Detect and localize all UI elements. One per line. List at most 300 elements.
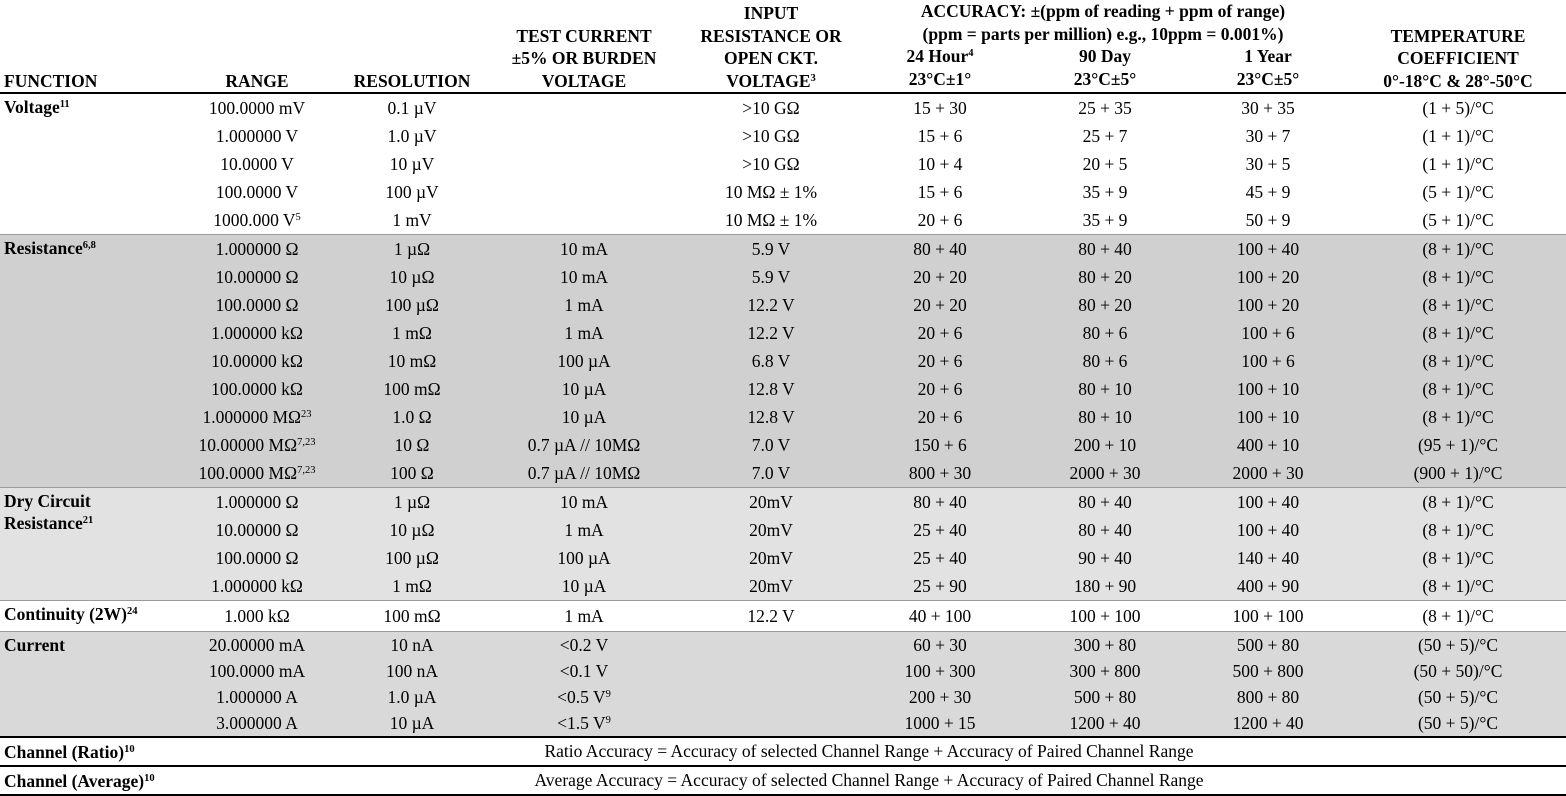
input-resistance-cell: 20mV [686, 516, 856, 544]
temperature-coefficient-cell: (50 + 5)/°C [1350, 684, 1566, 710]
accuracy-24h-cell: 100 + 300 [856, 658, 1024, 684]
current-row [0, 632, 1566, 659]
range-cell [172, 403, 342, 431]
input-resistance-cell [686, 658, 856, 684]
accuracy-1y-cell: 100 + 20 [1186, 263, 1350, 291]
input-footnote: 3 [810, 72, 816, 84]
accuracy-90d-cell: 80 + 40 [1024, 235, 1186, 264]
test-current-cell [482, 516, 686, 544]
input-resistance-cell: 20mV [686, 488, 856, 517]
test-current-footnote: 9 [605, 688, 611, 700]
test-current-cell [482, 375, 686, 403]
accuracy-1y-cell: 800 + 80 [1186, 684, 1350, 710]
accuracy-1y-cell: 50 + 9 [1186, 206, 1350, 235]
temperature-coefficient-cell: (1 + 5)/°C [1350, 93, 1566, 122]
accuracy-1y-cell: 100 + 10 [1186, 403, 1350, 431]
acc90-line-2: 23°C±5° [1073, 68, 1137, 89]
current-row [0, 684, 1566, 710]
test-current-cell [482, 459, 686, 488]
test-current-cell [482, 572, 686, 601]
accuracy-24h-cell: 25 + 40 [856, 544, 1024, 572]
resolution-cell: 10 µV [342, 150, 482, 178]
accuracy-1y-cell: 2000 + 30 [1186, 459, 1350, 488]
temperature-coefficient-cell: (8 + 1)/°C [1350, 516, 1566, 544]
dry-function-cell [0, 488, 172, 601]
acc24-line-2: 23°C±1° [908, 68, 972, 89]
resolution-cell: 1 mΩ [342, 319, 482, 347]
resolution-cell: 1 µΩ [342, 235, 482, 264]
accuracy-90d-cell: 180 + 90 [1024, 572, 1186, 601]
input-resistance-cell: 10 MΩ ± 1% [686, 206, 856, 235]
accuracy-1y-cell: 100 + 100 [1186, 601, 1350, 632]
accuracy-1y-cell: 140 + 40 [1186, 544, 1350, 572]
channel-average-row [0, 766, 1566, 795]
continuity-function-cell [0, 601, 172, 632]
range-cell [172, 178, 342, 206]
range-text: 1.000000 Ω [215, 491, 299, 512]
range-text: 1000.000 V [213, 209, 296, 230]
temperature-coefficient-cell: (95 + 1)/°C [1350, 431, 1566, 459]
accuracy-1y-cell: 100 + 6 [1186, 347, 1350, 375]
input-resistance-cell: 12.2 V [686, 291, 856, 319]
temperature-coefficient-cell: (1 + 1)/°C [1350, 150, 1566, 178]
test-current-text: 10 µA [561, 378, 607, 399]
test-current-cell [482, 178, 686, 206]
acc24-footnote: 4 [968, 48, 974, 59]
accuracy-90d-cell: 80 + 10 [1024, 403, 1186, 431]
accuracy-90d-cell: 80 + 20 [1024, 263, 1186, 291]
input-line-1: INPUT [743, 3, 799, 23]
range-cell [172, 291, 342, 319]
range-text: 100.0000 V [215, 181, 299, 202]
test-current-text: 10 µA [561, 406, 607, 427]
test-current-text: 100 µA [557, 350, 611, 371]
current-row [0, 658, 1566, 684]
range-cell [172, 459, 342, 488]
temp-line-2: COEFFICIENT [1397, 48, 1519, 68]
input-resistance-cell: 12.8 V [686, 403, 856, 431]
resolution-cell: 0.1 µV [342, 93, 482, 122]
accuracy-1y-cell: 500 + 80 [1186, 632, 1350, 659]
accuracy-90d-cell: 35 + 9 [1024, 178, 1186, 206]
test-current-footnote: 9 [605, 714, 611, 726]
resolution-cell: 100 nA [342, 658, 482, 684]
input-resistance-cell: 12.2 V [686, 319, 856, 347]
temperature-coefficient-cell: (8 + 1)/°C [1350, 403, 1566, 431]
range-footnote: 5 [295, 211, 301, 223]
accuracy-1-year-header [1186, 45, 1350, 93]
accuracy-1y-cell: 30 + 7 [1186, 122, 1350, 150]
input-resistance-cell [686, 710, 856, 737]
input-resistance-cell [686, 632, 856, 659]
input-resistance-cell: 7.0 V [686, 459, 856, 488]
range-cell [172, 601, 342, 632]
test-current-cell [482, 403, 686, 431]
range-text: 100.0000 mA [208, 660, 306, 681]
accuracy-90d-cell: 25 + 35 [1024, 93, 1186, 122]
range-cell [172, 684, 342, 710]
accuracy-1y-cell: 100 + 6 [1186, 319, 1350, 347]
accuracy-90d-cell: 300 + 800 [1024, 658, 1186, 684]
range-text: 100.0000 Ω [215, 547, 299, 568]
range-cell [172, 516, 342, 544]
temp-line-3: 0°-18°C & 28°-50°C [1383, 70, 1533, 91]
accuracy-90d-cell: 500 + 80 [1024, 684, 1186, 710]
range-cell [172, 235, 342, 264]
temp-line-1: TEMPERATURE [1390, 25, 1526, 46]
temperature-coefficient-cell: (50 + 5)/°C [1350, 632, 1566, 659]
accuracy-24h-cell: 80 + 40 [856, 488, 1024, 517]
test-current-cell [482, 488, 686, 517]
resolution-cell: 100 mΩ [342, 601, 482, 632]
test-current-line-2: ±5% OR BURDEN [511, 48, 657, 68]
accuracy-24h-cell: 25 + 40 [856, 516, 1024, 544]
input-resistance-cell: 20mV [686, 572, 856, 601]
current-function-cell [0, 632, 172, 738]
temperature-coefficient-cell: (8 + 1)/°C [1350, 319, 1566, 347]
range-cell [172, 544, 342, 572]
range-footnote: 7,23 [297, 436, 316, 448]
input-resistance-cell [686, 684, 856, 710]
test-current-cell [482, 263, 686, 291]
test-current-text: 0.7 µA // 10MΩ [527, 434, 641, 455]
resolution-cell: 1.0 µA [342, 684, 482, 710]
resistance-label: Resistance [4, 238, 83, 258]
accuracy-1y-cell: 500 + 800 [1186, 658, 1350, 684]
input-line-2: RESISTANCE OR [700, 25, 842, 46]
range-footnote: 7,23 [297, 464, 316, 476]
channel-average-note: Average Accuracy = Accuracy of selected Channel Range + Accuracy of Paired Channel Range [172, 766, 1566, 795]
temperature-coefficient-cell: (50 + 50)/°C [1350, 658, 1566, 684]
accuracy-24h-cell: 60 + 30 [856, 632, 1024, 659]
range-text: 1.000000 kΩ [211, 575, 303, 596]
test-current-text: 1 mA [564, 322, 604, 343]
accuracy-1y-cell: 400 + 10 [1186, 431, 1350, 459]
resistance-row [0, 459, 1566, 488]
test-current-text: 1 mA [564, 294, 604, 315]
accuracy-24h-cell: 15 + 30 [856, 93, 1024, 122]
temperature-coefficient-cell: (50 + 5)/°C [1350, 710, 1566, 737]
accuracy-90d-cell: 80 + 6 [1024, 347, 1186, 375]
accuracy-24h-cell: 200 + 30 [856, 684, 1024, 710]
range-cell [172, 488, 342, 517]
accuracy-1y-cell: 100 + 20 [1186, 291, 1350, 319]
resistance-row [0, 403, 1566, 431]
channel-average-function-cell [0, 766, 172, 795]
resolution-cell: 1 µΩ [342, 488, 482, 517]
range-text: 1.000 kΩ [224, 605, 290, 626]
dry-row [0, 544, 1566, 572]
test-current-text: 10 µA [561, 575, 607, 596]
accuracy-1y-cell: 30 + 35 [1186, 93, 1350, 122]
spec-body [0, 93, 1566, 795]
voltage-row [0, 150, 1566, 178]
test-current-cell [482, 431, 686, 459]
accuracy-24h-cell: 10 + 4 [856, 150, 1024, 178]
function-header: FUNCTION [0, 0, 172, 93]
test-current-cell [482, 93, 686, 122]
test-current-cell [482, 684, 686, 710]
resolution-cell: 1.0 Ω [342, 403, 482, 431]
resistance-footnote: 6,8 [82, 240, 96, 251]
temperature-coefficient-header [1350, 0, 1566, 93]
resolution-cell: 10 µA [342, 710, 482, 737]
test-current-text: <0.2 V [559, 634, 609, 655]
acc1y-line-2: 23°C±5° [1236, 68, 1300, 89]
test-current-cell [482, 601, 686, 632]
accuracy-header [856, 0, 1350, 45]
range-text: 1.000000 MΩ [202, 406, 302, 427]
temperature-coefficient-cell: (8 + 1)/°C [1350, 544, 1566, 572]
range-cell [172, 658, 342, 684]
input-line-3: OPEN CKT. [724, 48, 818, 68]
range-text: 1.000000 kΩ [211, 322, 303, 343]
accuracy-24h-cell: 80 + 40 [856, 235, 1024, 264]
temperature-coefficient-cell: (900 + 1)/°C [1350, 459, 1566, 488]
accuracy-90d-cell: 80 + 40 [1024, 516, 1186, 544]
accuracy-1y-cell: 100 + 40 [1186, 235, 1350, 264]
range-text: 100.0000 mV [208, 97, 306, 118]
accuracy-90d-cell: 80 + 40 [1024, 488, 1186, 517]
temperature-coefficient-cell: (5 + 1)/°C [1350, 206, 1566, 235]
acc24-line-1: 24 Hour [906, 46, 969, 66]
test-current-cell [482, 122, 686, 150]
accuracy-line-2: (ppm = parts per million) e.g., 10ppm = 0.001%) [922, 23, 1284, 44]
resolution-cell: 100 µΩ [342, 291, 482, 319]
accuracy-24h-cell: 20 + 6 [856, 319, 1024, 347]
resolution-cell: 10 nA [342, 632, 482, 659]
accuracy-90d-cell: 25 + 7 [1024, 122, 1186, 150]
accuracy-24h-cell: 150 + 6 [856, 431, 1024, 459]
range-cell [172, 572, 342, 601]
range-text: 10.0000 V [220, 153, 294, 174]
accuracy-1y-cell: 45 + 9 [1186, 178, 1350, 206]
accuracy-24h-cell: 15 + 6 [856, 122, 1024, 150]
accuracy-24h-cell: 20 + 6 [856, 375, 1024, 403]
input-resistance-cell: 20mV [686, 544, 856, 572]
temperature-coefficient-cell: (8 + 1)/°C [1350, 488, 1566, 517]
accuracy-24-hour-header [856, 45, 1024, 93]
range-text: 20.00000 mA [208, 634, 306, 655]
voltage-label: Voltage [4, 97, 60, 117]
range-cell [172, 122, 342, 150]
resolution-cell: 100 µV [342, 178, 482, 206]
test-current-cell [482, 206, 686, 235]
resolution-cell: 1 mΩ [342, 572, 482, 601]
accuracy-line-1: ACCURACY: ±(ppm of reading + ppm of range) [920, 1, 1286, 21]
accuracy-1y-cell: 100 + 40 [1186, 488, 1350, 517]
temperature-coefficient-cell: (1 + 1)/°C [1350, 122, 1566, 150]
test-current-text: <1.5 V [557, 712, 606, 733]
range-cell [172, 710, 342, 737]
channel-ratio-footnote: 10 [124, 743, 135, 755]
accuracy-24h-cell: 20 + 6 [856, 403, 1024, 431]
test-current-cell [482, 544, 686, 572]
voltage-function-cell [0, 93, 172, 235]
channel-average-footnote: 10 [144, 772, 155, 784]
temperature-coefficient-cell: (5 + 1)/°C [1350, 178, 1566, 206]
range-footnote: 23 [301, 408, 312, 420]
range-text: 10.00000 MΩ [198, 434, 298, 455]
temperature-coefficient-cell: (8 + 1)/°C [1350, 291, 1566, 319]
accuracy-1y-cell: 1200 + 40 [1186, 710, 1350, 737]
resolution-header: RESOLUTION [342, 0, 482, 93]
input-resistance-cell: 7.0 V [686, 431, 856, 459]
accuracy-90d-cell: 20 + 5 [1024, 150, 1186, 178]
dry-row [0, 516, 1566, 544]
resolution-cell: 1 mV [342, 206, 482, 235]
test-current-cell [482, 632, 686, 659]
input-resistance-cell: 10 MΩ ± 1% [686, 178, 856, 206]
accuracy-1y-cell: 30 + 5 [1186, 150, 1350, 178]
accuracy-90d-cell: 100 + 100 [1024, 601, 1186, 632]
resistance-row [0, 235, 1566, 264]
accuracy-90d-cell: 300 + 80 [1024, 632, 1186, 659]
test-current-text: <0.5 V [557, 686, 606, 707]
test-current-cell [482, 319, 686, 347]
dry-row [0, 572, 1566, 601]
accuracy-90d-cell: 200 + 10 [1024, 431, 1186, 459]
test-current-text: 1 mA [564, 605, 604, 626]
range-text: 10.00000 kΩ [211, 350, 303, 371]
input-resistance-cell: 5.9 V [686, 263, 856, 291]
temperature-coefficient-cell: (8 + 1)/°C [1350, 263, 1566, 291]
accuracy-90d-cell: 2000 + 30 [1024, 459, 1186, 488]
test-current-line-3: VOLTAGE [541, 70, 627, 91]
channel-average-label: Channel (Average) [4, 770, 145, 791]
resistance-row [0, 375, 1566, 403]
dry-circuit-label-line-1: Dry Circuit [4, 491, 91, 511]
range-cell [172, 375, 342, 403]
test-current-cell [482, 235, 686, 264]
input-resistance-header [686, 0, 856, 93]
resolution-cell: 100 µΩ [342, 544, 482, 572]
range-cell [172, 93, 342, 122]
input-line-4: VOLTAGE [726, 70, 811, 91]
input-resistance-cell: >10 GΩ [686, 93, 856, 122]
test-current-cell [482, 150, 686, 178]
accuracy-1y-cell: 100 + 40 [1186, 516, 1350, 544]
channel-ratio-function-cell [0, 737, 172, 766]
resistance-row [0, 263, 1566, 291]
channel-ratio-row [0, 737, 1566, 766]
voltage-row [0, 178, 1566, 206]
range-cell [172, 319, 342, 347]
test-current-text: <0.1 V [559, 660, 609, 681]
range-cell [172, 263, 342, 291]
temperature-coefficient-cell: (8 + 1)/°C [1350, 601, 1566, 632]
test-current-text: 100 µA [557, 547, 611, 568]
range-text: 10.00000 Ω [215, 519, 299, 540]
temperature-coefficient-cell: (8 + 1)/°C [1350, 375, 1566, 403]
acc90-line-1: 90 Day [1078, 46, 1131, 66]
accuracy-90d-cell: 80 + 6 [1024, 319, 1186, 347]
resistance-row [0, 291, 1566, 319]
accuracy-24h-cell: 800 + 30 [856, 459, 1024, 488]
accuracy-24h-cell: 25 + 90 [856, 572, 1024, 601]
continuity-label: Continuity (2W) [4, 604, 127, 624]
accuracy-24h-cell: 20 + 20 [856, 291, 1024, 319]
test-current-cell [482, 291, 686, 319]
accuracy-90d-cell: 80 + 10 [1024, 375, 1186, 403]
voltage-row [0, 122, 1566, 150]
range-cell [172, 431, 342, 459]
accuracy-24h-cell: 20 + 20 [856, 263, 1024, 291]
resolution-cell: 10 µΩ [342, 516, 482, 544]
test-current-text: 10 mA [559, 491, 609, 512]
voltage-row [0, 93, 1566, 122]
test-current-cell [482, 347, 686, 375]
voltage-footnote: 11 [59, 99, 70, 110]
resolution-cell: 100 mΩ [342, 375, 482, 403]
voltage-row [0, 206, 1566, 235]
dry-circuit-label-line-2: Resistance [4, 513, 83, 533]
temperature-coefficient-cell: (8 + 1)/°C [1350, 572, 1566, 601]
test-current-header [482, 0, 686, 93]
current-row [0, 710, 1566, 737]
temperature-coefficient-cell: (8 + 1)/°C [1350, 235, 1566, 264]
resistance-function-cell [0, 235, 172, 488]
accuracy-1y-cell: 400 + 90 [1186, 572, 1350, 601]
test-current-text: 1 mA [564, 519, 604, 540]
accuracy-1y-cell: 100 + 10 [1186, 375, 1350, 403]
accuracy-24h-cell: 20 + 6 [856, 206, 1024, 235]
range-cell [172, 150, 342, 178]
channel-ratio-note: Ratio Accuracy = Accuracy of selected Channel Range + Accuracy of Paired Channel Range [172, 737, 1566, 766]
range-cell [172, 347, 342, 375]
range-text: 100.0000 MΩ [198, 462, 298, 483]
test-current-cell [482, 710, 686, 737]
accuracy-90d-cell: 90 + 40 [1024, 544, 1186, 572]
range-text: 1.000000 Ω [215, 238, 299, 259]
dry-circuit-footnote: 21 [82, 515, 94, 526]
continuity-row [0, 601, 1566, 632]
test-current-cell [482, 658, 686, 684]
accuracy-90d-cell: 35 + 9 [1024, 206, 1186, 235]
range-text: 10.00000 Ω [215, 266, 299, 287]
temperature-coefficient-cell: (8 + 1)/°C [1350, 347, 1566, 375]
range-text: 3.000000 A [216, 712, 298, 733]
resolution-cell: 10 Ω [342, 431, 482, 459]
range-cell [172, 632, 342, 659]
accuracy-24h-cell: 40 + 100 [856, 601, 1024, 632]
resistance-row [0, 431, 1566, 459]
accuracy-24h-cell: 1000 + 15 [856, 710, 1024, 737]
resolution-cell: 10 µΩ [342, 263, 482, 291]
acc1y-line-1: 1 Year [1244, 46, 1292, 66]
current-label: Current [4, 635, 65, 655]
continuity-footnote: 24 [127, 606, 138, 617]
channel-ratio-label: Channel (Ratio) [4, 741, 125, 762]
resolution-cell: 100 Ω [342, 459, 482, 488]
input-resistance-cell: 12.2 V [686, 601, 856, 632]
input-resistance-cell: 5.9 V [686, 235, 856, 264]
input-resistance-cell: 12.8 V [686, 375, 856, 403]
resolution-cell: 1.0 µV [342, 122, 482, 150]
range-text: 1.000000 A [216, 686, 298, 707]
accuracy-24h-cell: 20 + 6 [856, 347, 1024, 375]
accuracy-90-day-header [1024, 45, 1186, 93]
input-resistance-cell: 6.8 V [686, 347, 856, 375]
resistance-row [0, 319, 1566, 347]
input-resistance-cell: >10 GΩ [686, 122, 856, 150]
test-current-line-1: TEST CURRENT [516, 25, 652, 46]
resistance-row [0, 347, 1566, 375]
accuracy-24h-cell: 15 + 6 [856, 178, 1024, 206]
range-cell [172, 206, 342, 235]
accuracy-90d-cell: 1200 + 40 [1024, 710, 1186, 737]
range-text: 1.000000 V [215, 125, 299, 146]
